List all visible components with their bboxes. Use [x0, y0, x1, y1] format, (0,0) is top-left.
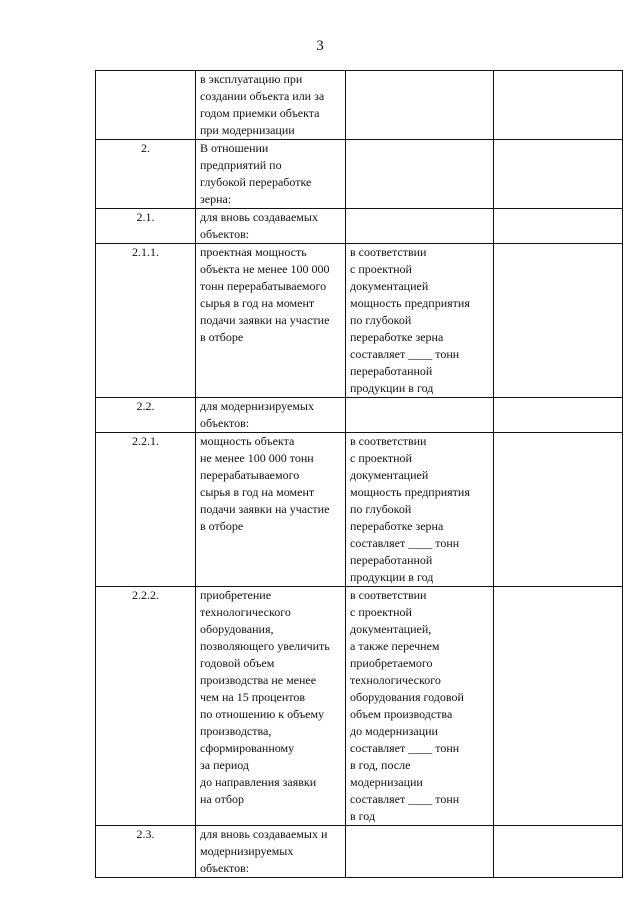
- empty-cell: [494, 826, 623, 878]
- row-number-cell: 2.3.: [96, 826, 196, 878]
- row-number-cell: 2.2.1.: [96, 433, 196, 587]
- empty-cell: [494, 587, 623, 826]
- confirmation-cell: [346, 826, 494, 878]
- empty-cell: [494, 398, 623, 433]
- confirmation-cell: в соответствии с проектной документацией, а также перечнем приобретаемого технологического оборудования годовой объем производства до модернизации составляет ____ тонн в год, после модернизации составляет ____ тонн в год: [346, 587, 494, 826]
- row-number-cell: 2.: [96, 140, 196, 209]
- table-row: [96, 140, 623, 209]
- empty-cell: [494, 140, 623, 209]
- criterion-cell: для модернизируемых объектов:: [196, 398, 346, 433]
- table-row: [96, 587, 623, 826]
- row-number-cell: 2.2.2.: [96, 587, 196, 826]
- row-number-cell: 2.1.1.: [96, 244, 196, 398]
- confirmation-cell: [346, 71, 494, 140]
- table-row: [96, 209, 623, 244]
- criterion-cell: мощность объекта не менее 100 000 тонн перерабатываемого сырья в год на момент подачи заявки на участие в отборе: [196, 433, 346, 587]
- table-row: [96, 71, 623, 140]
- criterion-cell: для вновь создаваемых объектов:: [196, 209, 346, 244]
- row-number-cell: 2.1.: [96, 209, 196, 244]
- criterion-cell: В отношении предприятий по глубокой переработке зерна:: [196, 140, 346, 209]
- empty-cell: [494, 71, 623, 140]
- page-number: 3: [316, 38, 324, 54]
- empty-cell: [494, 209, 623, 244]
- criterion-cell: для вновь создаваемых и модернизируемых объектов:: [196, 826, 346, 878]
- table-row: [96, 433, 623, 587]
- criterion-cell: в эксплуатацию при создании объекта или за годом приемки объекта при модернизации: [196, 71, 346, 140]
- confirmation-cell: [346, 209, 494, 244]
- criterion-cell: проектная мощность объекта не менее 100 000 тонн перерабатываемого сырья в год на момент подачи заявки на участие в отборе: [196, 244, 346, 398]
- row-number-cell: [96, 71, 196, 140]
- confirmation-cell: в соответствии с проектной документацией мощность предприятия по глубокой переработке зерна составляет ____ тонн переработанной продукции в год: [346, 433, 494, 587]
- empty-cell: [494, 433, 623, 587]
- empty-cell: [494, 244, 623, 398]
- table-row: [96, 826, 623, 878]
- confirmation-cell: [346, 140, 494, 209]
- criterion-cell: приобретение технологического оборудования, позволяющего увеличить годовой объем производства не менее чем на 15 процентов по отношению к объему производства, сформированному за период до направления заявки на отбор: [196, 587, 346, 826]
- table-row: [96, 398, 623, 433]
- row-number-cell: 2.2.: [96, 398, 196, 433]
- confirmation-cell: [346, 398, 494, 433]
- criteria-table: [95, 70, 623, 878]
- table-row: [96, 244, 623, 398]
- confirmation-cell: в соответствии с проектной документацией мощность предприятия по глубокой переработке зерна составляет ____ тонн переработанной продукции в год: [346, 244, 494, 398]
